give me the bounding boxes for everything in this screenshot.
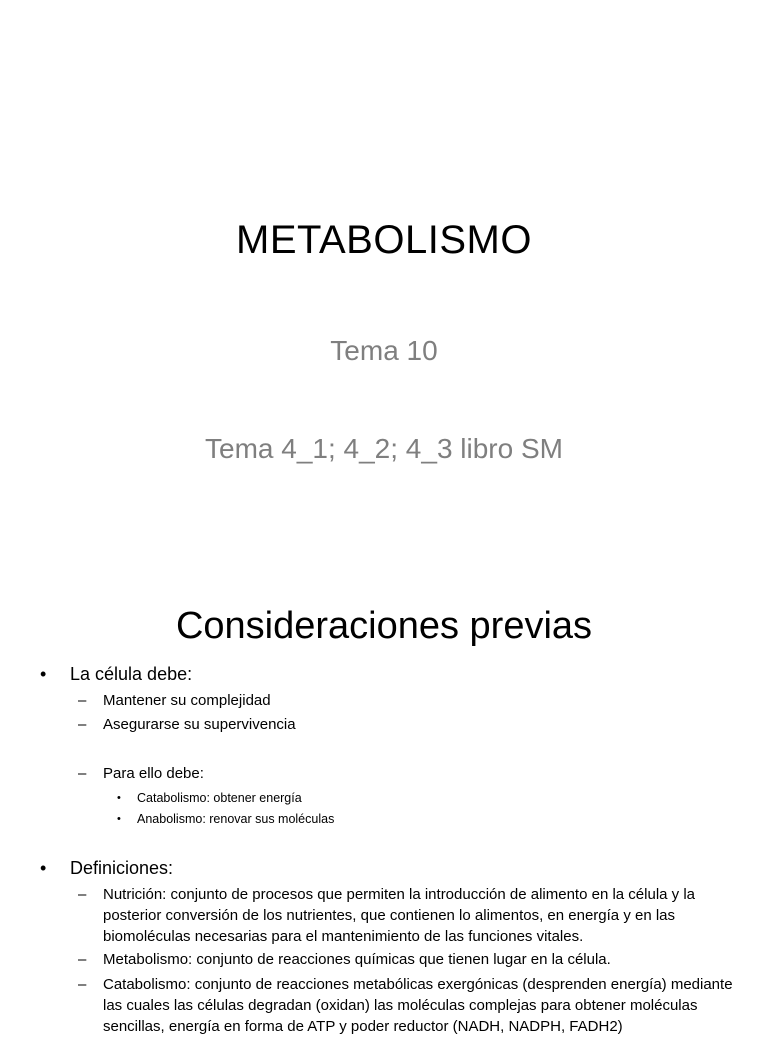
bullet-icon: • xyxy=(117,813,121,825)
bullet-item xyxy=(40,856,174,880)
content-slide xyxy=(0,576,768,1035)
sub-sub-bullet-item xyxy=(117,789,302,807)
sub-bullet-item xyxy=(78,714,733,735)
sub-bullet-item xyxy=(78,884,733,947)
bullet-item xyxy=(40,662,193,686)
sub-bullet-item xyxy=(78,949,733,970)
sub-bullet-text: Catabolismo: conjunto de reacciones metabólicas exergónicas (desprenden energía) mediante las cuales las células degradan (oxidan) las moléculas complejas para obtener moléculas sencillas, energía en forma de ATP y poder reductor (NADH, NADPH, FADH2) xyxy=(103,976,733,1035)
slide-title: Consideraciones previas xyxy=(175,605,593,647)
sub-bullet-text: Mantener su complejidad xyxy=(103,692,271,709)
dash-icon: – xyxy=(78,692,87,709)
dash-icon: – xyxy=(78,765,87,782)
slide-subtitle-topic: Tema 10 xyxy=(330,335,438,366)
sub-bullet-text: Metabolismo: conjunto de reacciones químicas que tienen lugar en la célula. xyxy=(103,951,611,968)
sub-bullet-item xyxy=(78,974,733,1037)
bullet-icon: • xyxy=(40,664,47,684)
bullet-icon: • xyxy=(40,858,47,878)
slide-subtitle-reference: Tema 4_1; 4_2; 4_3 libro SM xyxy=(205,433,563,464)
sub-sub-bullet-text: Anabolismo: renovar sus moléculas xyxy=(137,812,335,826)
sub-bullet-text: Para ello debe: xyxy=(103,765,204,782)
bullet-icon: • xyxy=(117,792,121,804)
bullet-text: La célula debe: xyxy=(70,664,193,684)
sub-sub-bullet-item xyxy=(117,810,335,828)
sub-sub-bullet-text: Catabolismo: obtener energía xyxy=(137,791,302,805)
dash-icon: – xyxy=(78,716,87,733)
sub-bullet-item xyxy=(78,690,733,711)
dash-icon: – xyxy=(78,951,87,968)
dash-icon: – xyxy=(78,976,87,993)
slide-title: METABOLISMO xyxy=(236,218,532,262)
bullet-text: Definiciones: xyxy=(70,858,174,878)
dash-icon: – xyxy=(78,886,87,903)
sub-bullet-text: Nutrición: conjunto de procesos que permiten la introducción de alimento en la célula y la posterior conversión de los nutrientes, que contienen lo alimentos, en energía y en las biomoléculas necesarias para el mantenimiento de las funciones vitales. xyxy=(103,886,696,945)
sub-bullet-text: Asegurarse su supervivencia xyxy=(103,716,296,733)
sub-bullet-item xyxy=(78,763,733,784)
